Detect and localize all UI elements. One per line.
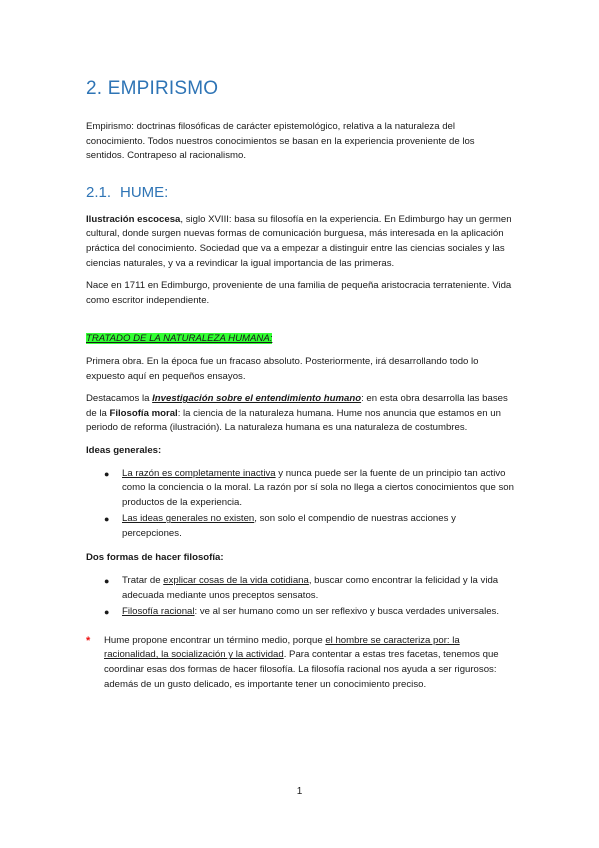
formas-heading-text: Dos formas de hacer filosofía: bbox=[86, 552, 224, 564]
ilustracion-text: , siglo XVIII: basa su filosofía en la experiencia. En Edimburgo hay un germen cultural, donde surgen nuevas formas de comunicación burguesa, más interesada en la aplicación práctica del conocimiento. Sociedad que va a empezar a distinguir entre las ciencias sociales y las ciencias naturales, y va a revindicar la igual importancia de las primeras. bbox=[86, 213, 512, 269]
paragraph-ilustracion bbox=[86, 213, 514, 271]
list-item bbox=[86, 574, 514, 603]
heading-hume-number: 2.1. bbox=[86, 183, 112, 201]
list-item bbox=[86, 467, 514, 511]
destacamos-text-c: : la ciencia de la naturaleza humana. Hume nos anuncia que estamos en un periodo de reforma (ilustración). La naturaleza humana es una naturaleza de costumbres. bbox=[86, 407, 501, 434]
filosofia-moral-bold: Filosofía moral bbox=[109, 407, 178, 419]
formas-heading bbox=[86, 551, 514, 566]
paragraph-nace: Nace en 1711 en Edimburgo, proveniente de una familia de pequeña aristocracia terrateniente. Vida como escritor independiente. bbox=[86, 280, 512, 306]
page-number: 1 bbox=[296, 786, 303, 797]
star-text-a: Hume propone encontrar un término medio, porque bbox=[104, 634, 326, 646]
forma-underlined: explicar cosas de la vida cotidiana bbox=[163, 575, 309, 587]
paragraph-destacamos bbox=[86, 392, 514, 436]
list-item bbox=[86, 512, 514, 541]
formas-list bbox=[86, 574, 514, 620]
page-content bbox=[86, 78, 514, 692]
tratado-heading bbox=[86, 332, 514, 347]
forma-text: , buscar como encontrar la felicidad y la vida adecuada mediante unos preceptos sensatos. bbox=[122, 575, 499, 601]
idea-underlined: La razón es completamente inactiva bbox=[122, 467, 276, 479]
star-icon: * bbox=[86, 634, 91, 647]
idea-underlined: Las ideas generales no existen bbox=[122, 513, 255, 525]
forma-pre: Tratar de bbox=[122, 575, 164, 587]
destacamos-text-a: Destacamos la bbox=[86, 393, 153, 405]
forma-text: : ve al ser humano como un ser reflexivo y busca verdades universales. bbox=[194, 606, 500, 618]
star-text-b: . Para contentar a estas tres facetas, tenemos que coordinar esas dos formas de hacer filosofía. La filosofía racional nos ayuda a ser rigurosos: además de un gusto delicado, es importante tener un conocimiento preciso. bbox=[104, 649, 499, 690]
idea-text: y nunca puede ser la fuente de un principio tan activo como la conciencia o la moral. La razón por sí sola no llega a ciertos conocimientos que son productos de la experiencia. bbox=[122, 467, 514, 508]
ideas-list bbox=[86, 467, 514, 542]
ideas-heading-text: Ideas generales: bbox=[86, 444, 162, 456]
list-item bbox=[86, 605, 514, 620]
paragraph-primera: Primera obra. En la época fue un fracaso absoluto. Posteriormente, irá desarrollando todo lo expuesto aquí en pequeños ensayos. bbox=[86, 355, 479, 382]
destacamos-text-b: : en esta obra desarrolla las bases de la bbox=[86, 393, 508, 419]
bullet-icon: ● bbox=[104, 514, 110, 525]
star-note bbox=[86, 634, 514, 692]
bullet-icon: ● bbox=[104, 607, 110, 618]
heading-hume bbox=[86, 184, 514, 201]
intro-paragraph: Empirismo: doctrinas filosóficas de carácter epistemológico, relativa a la naturaleza del conocimiento. Todos nuestros conocimientos se basan en la experiencia proveniente de los sentidos. Contrapeso al racionalismo. bbox=[86, 121, 475, 162]
work-title: Investigación sobre el entendimiento humano bbox=[152, 393, 362, 405]
ilustracion-bold: Ilustración escocesa bbox=[86, 213, 181, 225]
bullet-icon: ● bbox=[104, 468, 110, 479]
ideas-heading bbox=[86, 444, 514, 459]
bullet-icon: ● bbox=[104, 576, 110, 587]
tratado-highlight: TRATADO DE LA NATURALEZA HUMANA: bbox=[86, 333, 273, 345]
idea-text: , son solo el compendio de nuestras acciones y percepciones. bbox=[122, 513, 456, 539]
forma-underlined: Filosofía racional bbox=[122, 606, 195, 618]
star-underlined: el hombre se caracteriza por: la racionalidad, la socialización y la actividad bbox=[104, 634, 460, 661]
heading-empirismo: 2. EMPIRISMO bbox=[86, 78, 219, 99]
heading-hume-title: HUME: bbox=[120, 183, 169, 201]
